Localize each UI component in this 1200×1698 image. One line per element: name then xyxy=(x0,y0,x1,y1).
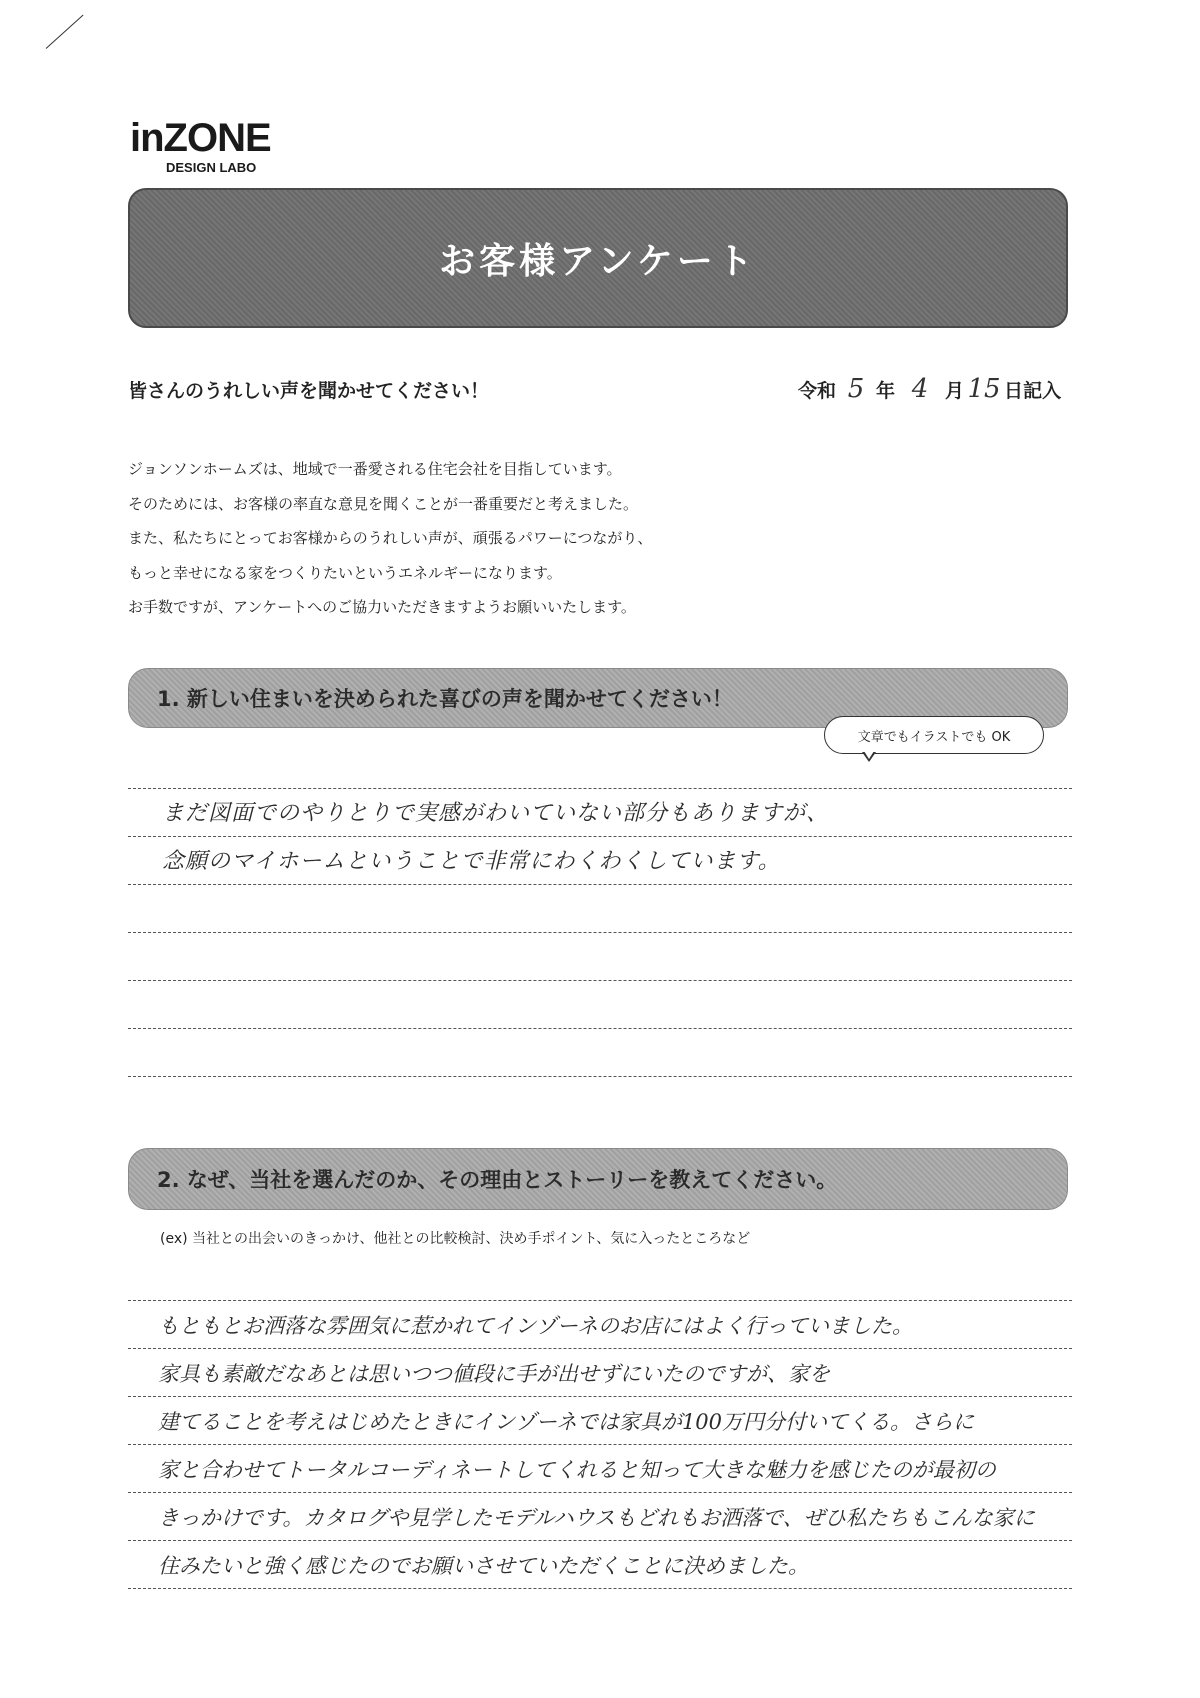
intro-line: もっと幸せになる家をつくりたいというエネルギーになります。 xyxy=(128,563,562,582)
date-month-unit: 月 xyxy=(945,380,965,402)
rule-line xyxy=(128,1396,1072,1397)
rule-line xyxy=(128,836,1072,837)
intro-text xyxy=(128,452,652,625)
date-field xyxy=(798,374,1061,404)
hint-bubble-text: 文章でもイラストでも OK xyxy=(857,729,1011,745)
rule-line xyxy=(128,1076,1072,1077)
subheading: 皆さんのうれしい声を聞かせてください！ xyxy=(128,380,490,402)
question-2-title: 2. なぜ、当社を選んだのか、その理由とストーリーを教えてください。 xyxy=(157,1168,838,1192)
intro-line: そのためには、お客様の率直な意見を聞くことが一番重要だと考えました。 xyxy=(128,494,639,513)
answer-line: 建てることを考えはじめたときにインゾーネでは家具が100万円分付いてくる。さらに xyxy=(158,1410,975,1434)
date-day-unit: 日 xyxy=(1004,380,1024,402)
rule-line xyxy=(128,1444,1072,1445)
page-title: お客様アンケート xyxy=(439,240,757,282)
intro-line: お手数ですが、アンケートへのご協力いただきますようお願いいたします。 xyxy=(128,598,636,616)
rule-line xyxy=(128,1028,1072,1029)
date-era: 令和 xyxy=(798,380,837,402)
rule-line xyxy=(128,980,1072,981)
answer-line: まだ図面でのやりとりで実感がわいていない部分もありますが、 xyxy=(162,801,830,826)
answer-line: 家と合わせてトータルコーディネートしてくれると知って大きな魅力を感じたのが最初の xyxy=(158,1458,996,1482)
rule-line xyxy=(128,932,1072,933)
answer-line: 家具も素敵だなあとは思いつつ値段に手が出せずにいたのですが、家を xyxy=(158,1362,830,1386)
date-suffix: 記入 xyxy=(1023,380,1062,402)
rule-line xyxy=(128,1492,1072,1493)
question-1-answer-area[interactable] xyxy=(128,788,1072,1078)
date-year-value[interactable]: 5 xyxy=(847,374,865,404)
scan-mark xyxy=(46,15,84,49)
question-2-example: (ex) 当社との出会いのきっかけ、他社との比較検討、決め手ポイント、気に入ったところなど xyxy=(160,1231,751,1247)
answer-line: 念願のマイホームということで非常にわくわくしています。 xyxy=(162,849,781,874)
title-banner xyxy=(128,188,1068,328)
brand-logo xyxy=(130,118,271,175)
intro-line: ジョンソンホームズは、地域で一番愛される住宅会社を目指しています。 xyxy=(128,460,622,478)
logo-sub-text: DESIGN LABO xyxy=(166,160,257,175)
rule-line xyxy=(128,788,1072,789)
intro-line: また、私たちにとってお客様からのうれしい声が、頑張るパワーにつながり、 xyxy=(128,529,653,547)
rule-line xyxy=(128,1300,1072,1301)
answer-line: 住みたいと強く感じたのでお願いさせていただくことに決めました。 xyxy=(158,1554,809,1578)
date-day-value[interactable]: 15 xyxy=(967,374,1001,404)
hint-bubble xyxy=(824,716,1044,754)
question-1-title: 1. 新しい住まいを決められた喜びの声を聞かせてください！ xyxy=(157,687,733,711)
answer-line: きっかけです。カタログや見学したモデルハウスもどれもお洒落で、ぜひ私たちもこんな家に xyxy=(158,1506,1035,1530)
answer-line: もともとお洒落な雰囲気に惹かれてインゾーネのお店にはよく行っていました。 xyxy=(158,1314,913,1338)
question-2-answer-area[interactable] xyxy=(128,1300,1072,1600)
rule-line xyxy=(128,1540,1072,1541)
rule-line xyxy=(128,1348,1072,1349)
date-month-value[interactable]: 4 xyxy=(911,374,929,404)
logo-main-text: inZONE xyxy=(130,116,271,160)
date-year-unit: 年 xyxy=(876,380,896,402)
rule-line xyxy=(128,1588,1072,1589)
rule-line xyxy=(128,884,1072,885)
question-2-header xyxy=(128,1148,1068,1210)
hint-bubble-tail-fill xyxy=(864,751,874,759)
